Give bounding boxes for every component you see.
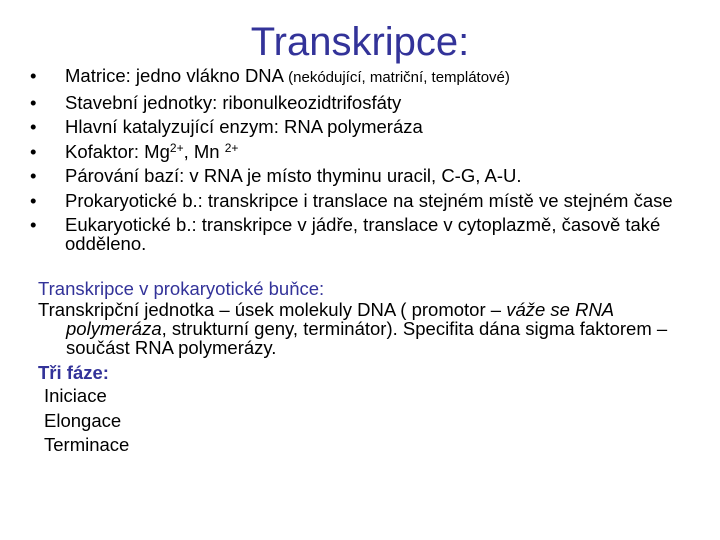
superscript-mg: 2+ xyxy=(169,140,184,155)
list-item xyxy=(30,93,700,112)
list-item xyxy=(30,66,700,87)
list-item xyxy=(30,166,700,185)
bullet-icon: • xyxy=(30,189,37,211)
list-item xyxy=(30,215,700,253)
superscript-mn: 2+ xyxy=(224,140,239,155)
bullet-text-eukaryoticke: Eukaryotické b.: transkripce v jádře, translace v cytoplazmě, časově také odděleno. xyxy=(65,214,661,254)
phases-heading: Tři fáze: xyxy=(38,362,109,383)
unit-text-start: Transkripční jednotka – úsek molekuly DNA ( promotor – xyxy=(38,299,507,320)
prokaryotic-section xyxy=(38,277,708,458)
transcription-unit-paragraph xyxy=(38,300,708,357)
bullet-text-parovani: Párování bazí: v RNA je místo thyminu uracil, C-G, A-U. xyxy=(65,165,522,186)
bullet-note-matrice: (nekódující, matriční, templátové) xyxy=(288,69,510,86)
bullet-text-matrice: Matrice: jedno vlákno DNA xyxy=(65,65,289,86)
phase-item: Iniciace xyxy=(44,385,107,406)
list-item xyxy=(30,191,700,210)
bullet-text-kofaktor: Kofaktor: Mg xyxy=(65,140,170,162)
bullet-icon: • xyxy=(30,65,37,86)
bullet-text-enzym: Hlavní katalyzující enzym: RNA polymeráza xyxy=(65,116,423,137)
list-item xyxy=(30,142,700,161)
bullet-icon: • xyxy=(30,116,37,137)
bullet-icon: • xyxy=(30,91,37,113)
section-heading: Transkripce v prokaryotické buňce: xyxy=(38,278,325,299)
bullet-icon: • xyxy=(30,140,37,162)
bullet-icon: • xyxy=(30,165,37,186)
unit-text-end: , strukturní geny, terminátor). Specifita dána sigma faktorem – součást RNA polymerázy. xyxy=(66,318,668,358)
phase-item: Terminace xyxy=(44,434,130,455)
phase-item: Elongace xyxy=(44,409,122,431)
bullet-list xyxy=(30,66,700,259)
unit-text-italic: váže se RNA polymeráza xyxy=(66,299,614,339)
bullet-icon: • xyxy=(30,214,37,235)
bullet-text-prokaryoticke: Prokaryotické b.: transkripce i translace na stejném místě ve stejném čase xyxy=(65,189,673,211)
list-item xyxy=(30,117,700,136)
bullet-text-stavebni: Stavební jednotky: ribonulkeozidtrifosfáty xyxy=(65,91,402,113)
bullet-text-kofaktor-mn: , Mn xyxy=(183,140,225,162)
page-title: Transkripce: xyxy=(250,20,470,64)
